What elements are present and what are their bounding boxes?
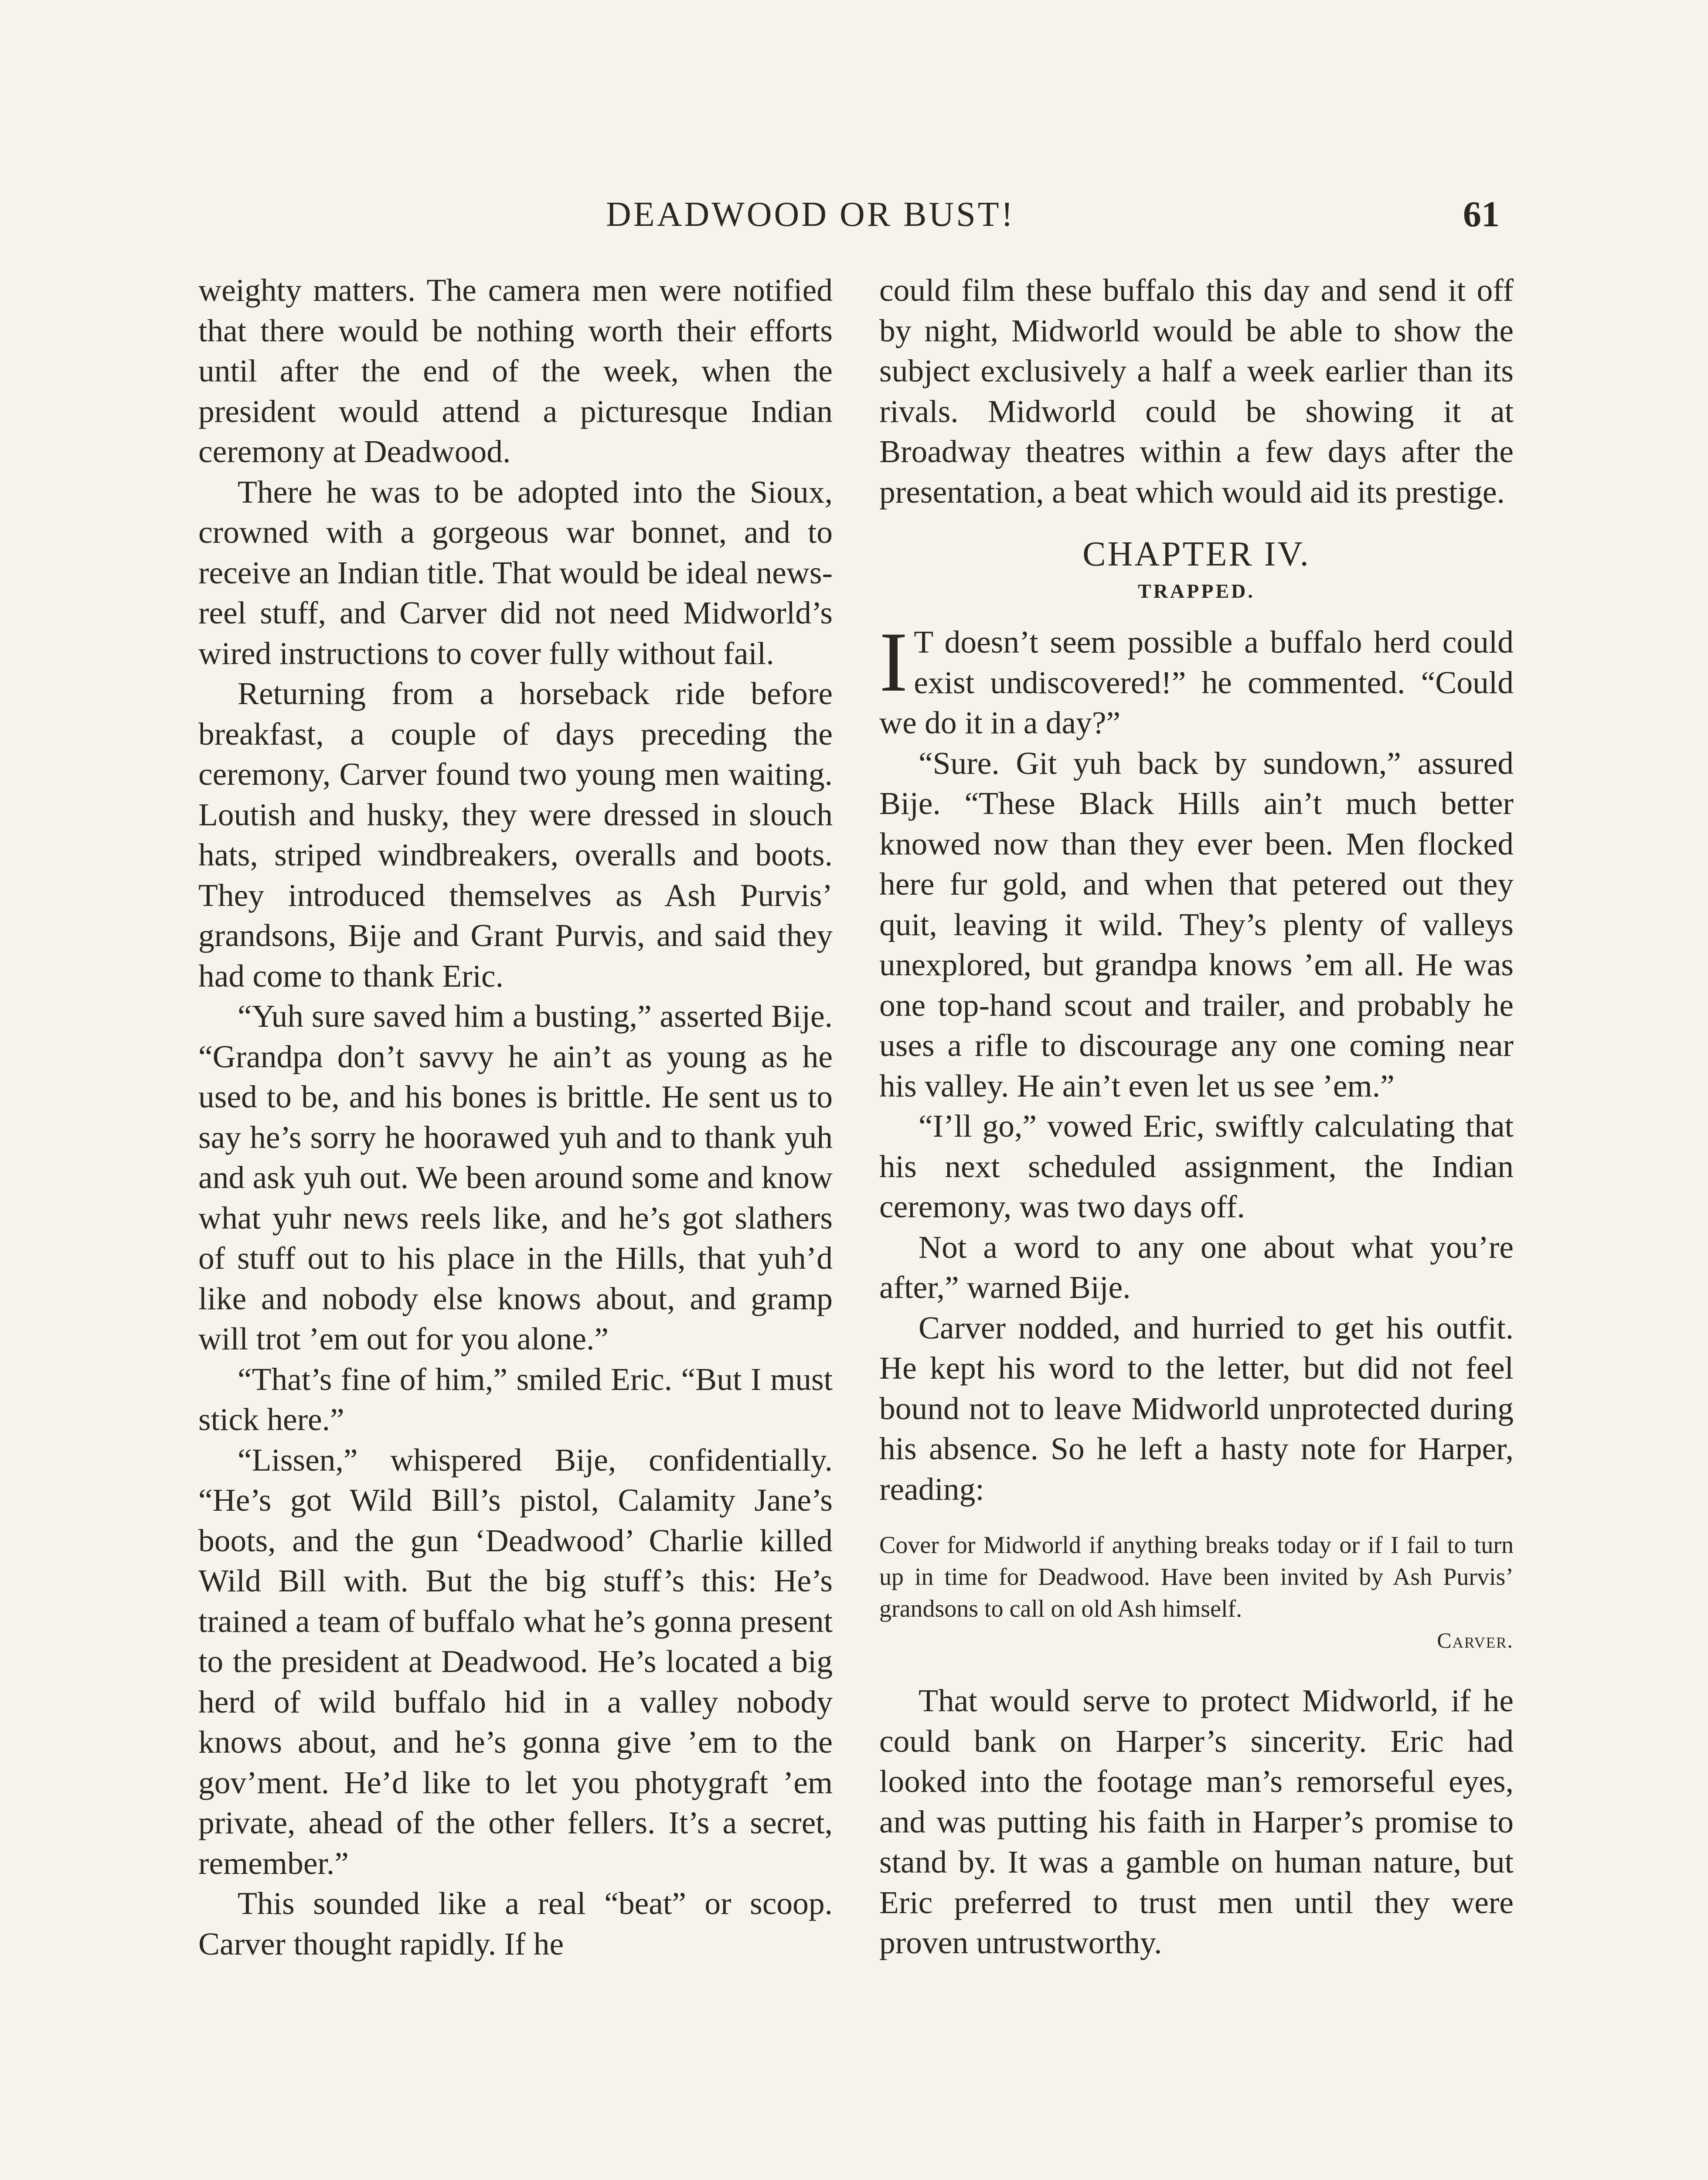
chapter-title: CHAPTER IV. xyxy=(1082,535,1310,573)
chapter-opening-paragraph xyxy=(879,615,1514,743)
paragraph: could film these buffalo this day and send it off by night, Midworld would be able to show the subject exclusively a half a week earlier than its rivals. Midworld could be showing it at Broadway theatres within a few days after the presentation, a beat which would aid its prestige. xyxy=(879,272,1514,510)
left-column xyxy=(198,270,833,1964)
chapter-opening-text: T doesn’t seem possible a buffalo herd could exist undiscovered!” he commented. “Could we do it in a day?” xyxy=(879,624,1514,740)
running-head xyxy=(0,188,1708,241)
drop-cap: I xyxy=(879,615,908,709)
paragraph: “Sure. Git yuh back by sundown,” assured Bije. “These Black Hills ain’t much better knowed now than they ever been. Men flocked here fur gold, and when that petered out they quit, leaving it wild. They’s plenty of valleys unexplored, but grandpa knows ’em all. He was one top-hand scout and trailer, and probably he uses a rifle to discourage any one coming near his valley. He ain’t even let us see ’em.” xyxy=(879,745,1514,1104)
page-number: 61 xyxy=(1463,194,1500,235)
paragraph: Returning from a horseback ride before breakfast, a couple of days preceding the ceremony, Carver found two young men waiting. Loutish and husky, they were dressed in slouch hats, striped windbreakers, overalls and boots. They introduced themselves as Ash Purvis’ grandsons, Bije and Grant Purvis, and said they had come to thank Eric. xyxy=(198,676,833,994)
paragraph: “Yuh sure saved him a busting,” asserted Bije. “Grandpa don’t savvy he ain’t as young as he used to be, and his bones is brittle. He sent us to say he’s sorry he hoorawed yuh and to thank yuh and ask yuh out. We been around some and know what yuhr news reels like, and he’s got slathers of stuff out to his place in the Hills, that yuh’d like and nobody else knows about, and gramp will trot ’em out for you alone.” xyxy=(198,998,833,1356)
note-to-harper: Cover for Midworld if anything breaks today or if I fail to turn up in time for Deadwood. Have been invited by Ash Purvis’ grandsons to call on old Ash himself. xyxy=(879,1532,1514,1622)
paragraph: “I’ll go,” vowed Eric, swiftly calculating that his next scheduled assignment, the Indian ceremony, was two days off. xyxy=(879,1108,1514,1224)
chapter-subtitle: TRAPPED. xyxy=(1138,580,1255,602)
paragraph: Carver nodded, and hurried to get his outfit. He kept his word to the letter, but did not feel bound not to leave Midworld unprotected during his absence. So he left a hasty note for Harper, reading: xyxy=(879,1310,1514,1507)
running-head-title: DEADWOOD OR BUST! xyxy=(606,195,1015,234)
note-signature: Carver. xyxy=(1437,1628,1514,1652)
paragraph: Not a word to any one about what you’re after,” warned Bije. xyxy=(879,1229,1514,1305)
paragraph: “Lissen,” whispered Bije, confidentially. “He’s got Wild Bill’s pistol, Calamity Jane’s boots, and the gun ‘Deadwood’ Charlie killed Wild Bill with. But the big stuff’s this: He’s trained a team of buffalo what he’s gonna present to the president at Deadwood. He’s located a big herd of wild buffalo hid in a valley nobody knows about, and he’s gonna give ’em to the gov’ment. He’d like to let you photygraft ’em private, ahead of the other fellers. It’s a secret, remember.” xyxy=(198,1442,833,1881)
paragraph: This sounded like a real “beat” or scoop. Carver thought rapidly. If he xyxy=(198,1886,833,1962)
right-column xyxy=(879,270,1514,1963)
paragraph: That would serve to protect Midworld, if he could bank on Harper’s sincerity. Eric had looked into the footage man’s remorseful eyes, and was putting his faith in Harper’s promise to stand by. It was a gamble on human nature, but Eric preferred to trust men until they were proven untrustworthy. xyxy=(879,1683,1514,1960)
paragraph: “That’s fine of him,” smiled Eric. “But I must stick here.” xyxy=(198,1361,833,1437)
paragraph: There he was to be adopted into the Sioux, crowned with a gorgeous war bonnet, and to receive an Indian title. That would be ideal news-reel stuff, and Carver did not need Midworld’s wired instructions to cover fully without fail. xyxy=(198,474,833,671)
paragraph: weighty matters. The camera men were notified that there would be nothing worth their efforts until after the end of the week, when the president would attend a picturesque Indian ceremony at Deadwood. xyxy=(198,272,833,469)
